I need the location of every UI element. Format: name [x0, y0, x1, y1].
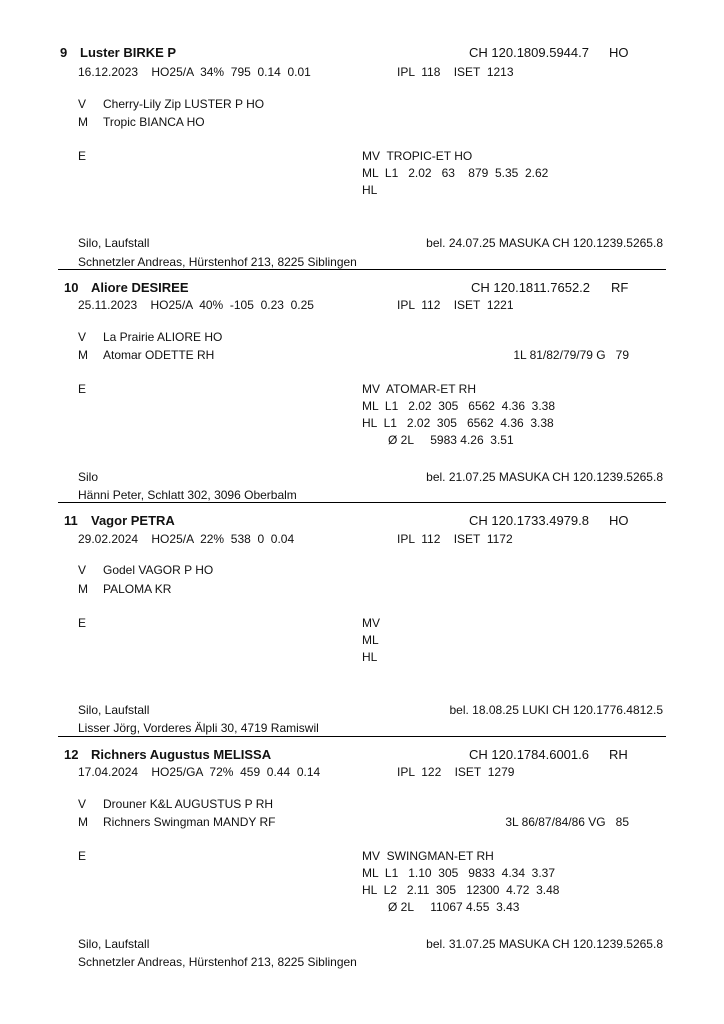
entry-number: 9: [60, 45, 68, 60]
dam-label: M: [78, 115, 88, 129]
lactation-ml: ML L1 2.02 305 6562 4.36 3.38: [362, 399, 556, 413]
index-values: IPL 118 ISET 1213: [397, 65, 514, 79]
housing: Silo, Laufstall: [78, 236, 150, 250]
animal-id: CH 120.1809.5944.7: [469, 45, 589, 60]
sire-name: Godel VAGOR P HO: [103, 563, 214, 577]
sire-label: V: [78, 330, 87, 344]
e-label: E: [78, 382, 87, 396]
index-values: IPL 112 ISET 1172: [397, 532, 513, 546]
breed-code: RF: [611, 280, 629, 295]
divider: [58, 269, 666, 270]
owner-address: Schnetzler Andreas, Hürstenhof 213, 8225 Siblingen: [78, 955, 357, 969]
lactation-hl: HL L1 2.02 305 6562 4.36 3.38: [362, 416, 554, 430]
insemination-info: bel. 21.07.25 MASUKA CH 120.1239.5265.8: [426, 470, 663, 484]
e-label: E: [78, 149, 87, 163]
breed-code: HO: [609, 45, 629, 60]
birth-and-genomic-values: 29.02.2024 HO25/A 22% 538 0 0.04: [78, 532, 295, 546]
lactation-hl: HL: [362, 183, 378, 197]
insemination-info: bel. 18.08.25 LUKI CH 120.1776.4812.5: [449, 703, 663, 717]
insemination-info: bel. 31.07.25 MASUKA CH 120.1239.5265.8: [426, 937, 663, 951]
owner-address: Hänni Peter, Schlatt 302, 3096 Oberbalm: [78, 488, 297, 502]
owner-address: Lisser Jörg, Vorderes Älpli 30, 4719 Ramiswil: [78, 721, 319, 735]
lactation-average: Ø 2L 5983 4.26 3.51: [388, 433, 514, 447]
entry-number: 12: [64, 747, 79, 762]
lactation-hl: HL L2 2.11 305 12300 4.72 3.48: [362, 883, 560, 897]
sire-name: Drouner K&L AUGUSTUS P RH: [103, 797, 274, 811]
animal-name: Luster BIRKE P: [80, 45, 177, 60]
divider: [58, 502, 666, 503]
dam-label: M: [78, 815, 88, 829]
entry-number: 10: [64, 280, 79, 295]
sire-label: V: [78, 797, 87, 811]
animal-id: CH 120.1811.7652.2: [471, 280, 591, 295]
e-label: E: [78, 849, 87, 863]
sire-name: Cherry-Lily Zip LUSTER P HO: [103, 97, 265, 111]
sire-label: V: [78, 563, 87, 577]
maternal-sire: MV SWINGMAN-ET RH: [362, 849, 494, 863]
lactation-hl: HL: [362, 650, 378, 664]
birth-and-genomic-values: 16.12.2023 HO25/A 34% 795 0.14 0.01: [78, 65, 311, 79]
lactation-ml: ML: [362, 633, 379, 647]
insemination-info: bel. 24.07.25 MASUKA CH 120.1239.5265.8: [426, 236, 663, 250]
maternal-sire: MV TROPIC-ET HO: [362, 149, 473, 163]
lactation-ml: ML L1 1.10 305 9833 4.34 3.37: [362, 866, 556, 880]
birth-and-genomic-values: 25.11.2023 HO25/A 40% -105 0.23 0.25: [78, 298, 314, 312]
animal-id: CH 120.1784.6001.6: [469, 747, 589, 762]
sire-label: V: [78, 97, 87, 111]
lactation-ml: ML L1 2.02 63 879 5.35 2.62: [362, 166, 549, 180]
dam-label: M: [78, 582, 88, 596]
breed-code: RH: [609, 747, 628, 762]
housing: Silo: [78, 470, 99, 484]
animal-id: CH 120.1733.4979.8: [469, 513, 589, 528]
sire-name: La Prairie ALIORE HO: [103, 330, 223, 344]
dam-name: PALOMA KR: [103, 582, 172, 596]
animal-name: Richners Augustus MELISSA: [91, 747, 272, 762]
dam-linear-score: 1L 81/82/79/79 G 79: [513, 348, 629, 362]
owner-address: Schnetzler Andreas, Hürstenhof 213, 8225 Siblingen: [78, 255, 357, 269]
maternal-sire: MV ATOMAR-ET RH: [362, 382, 477, 396]
lactation-average: Ø 2L 11067 4.55 3.43: [388, 900, 520, 914]
entry-number: 11: [64, 513, 78, 528]
dam-name: Richners Swingman MANDY RF: [103, 815, 276, 829]
housing: Silo, Laufstall: [78, 703, 150, 717]
dam-name: Atomar ODETTE RH: [103, 348, 215, 362]
divider: [58, 736, 666, 737]
dam-linear-score: 3L 86/87/84/86 VG 85: [505, 815, 629, 829]
dam-label: M: [78, 348, 88, 362]
animal-name: Aliore DESIREE: [91, 280, 189, 295]
index-values: IPL 122 ISET 1279: [397, 765, 515, 779]
breed-code: HO: [609, 513, 629, 528]
birth-and-genomic-values: 17.04.2024 HO25/GA 72% 459 0.44 0.14: [78, 765, 321, 779]
dam-name: Tropic BIANCA HO: [103, 115, 205, 129]
maternal-sire: MV: [362, 616, 380, 630]
housing: Silo, Laufstall: [78, 937, 150, 951]
index-values: IPL 112 ISET 1221: [397, 298, 514, 312]
e-label: E: [78, 616, 87, 630]
animal-name: Vagor PETRA: [91, 513, 175, 528]
